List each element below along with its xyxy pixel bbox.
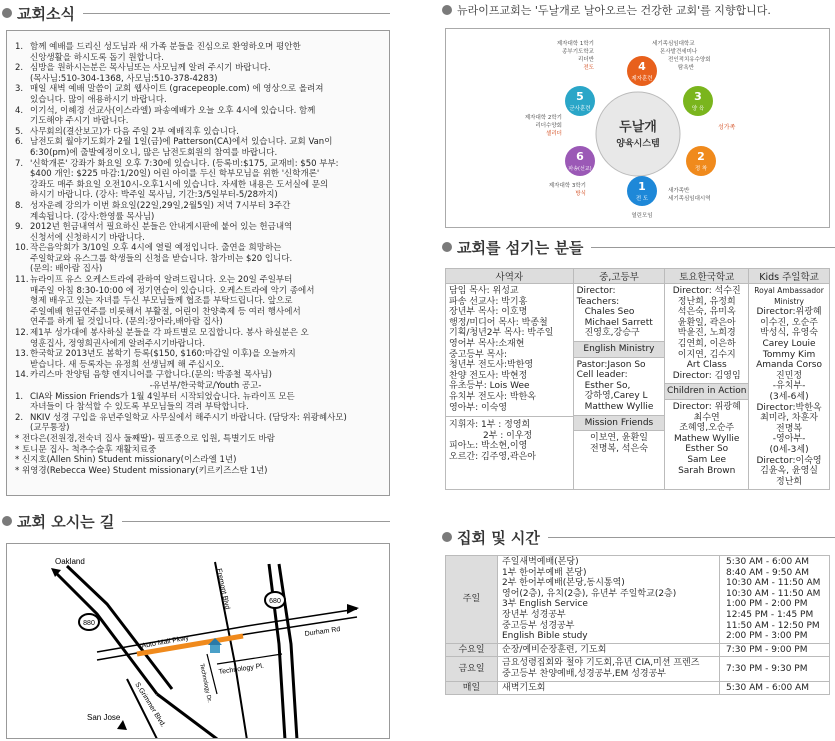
svg-text:제자대학 1학기: 제자대학 1학기 [556,41,594,47]
minister-entry: 장년부 목사: 이호명 [449,307,528,318]
schedule-day: 매일 [446,681,498,695]
schedule-times: 5:30 AM - 6:00 AM [720,681,830,695]
news-item-number: 11. [15,275,29,286]
korean-school-entry: 이지연, 김수지 [677,349,736,360]
children-in-action-entry: Sam Lee [687,454,727,465]
korean-school-entry: Director: 석수진 [672,286,741,296]
kids-entry: Director:박한옥 [756,402,822,413]
staff-header-row [446,269,830,284]
minister-entry: 청년부 전도사:박한영 [449,360,534,371]
bullet-dot-icon [442,242,452,252]
kids-entry: Ministry [774,296,804,306]
arrow-icon [347,604,359,614]
news-item-text: 남전도회 월야기도회가 2월 1일(금)에 Patterson(CA)에서 있습니다. 교회 Van이 6:30(pm)에 출발예정이오니, 많은 남전도회원의 참여를 바랍니다. [30,137,333,158]
children-in-action-entry: 조혜영,오순주 [679,423,735,434]
youth-entry: Director: [576,286,616,296]
kids-entry: Director:이숙영 [756,455,822,466]
prayer-item: * 신지호(Allen Shin) Student missionary(이스라엘 1년) [15,455,237,466]
mission-friends-entry: 전명복, 석은숙 [590,443,648,454]
minister-entry: 유치부 전도사: 박한옥 [449,391,537,402]
news-list [15,42,381,476]
schedule-title: 집회 및 시간 [457,528,540,547]
news-item [15,84,381,105]
kids-entry: Carey Louie [762,338,816,349]
news-item-text: 제1부 성가대에 봉사하실 분들을 각 파트별로 모집합니다. 봉사 하실분은 오 영훈집사, 정영희권사에게 알려주시기바랍니다. [30,328,309,349]
directions-title: 교회 오시는 길 [17,512,115,531]
staff-col-youth [573,284,665,490]
schedule-row [446,643,830,657]
divider [591,247,835,248]
news-item [15,413,381,434]
news-item-number: 1. [15,42,24,52]
news-item [15,201,381,222]
news-item [15,243,381,275]
staff-col-header: 사역자 [446,269,574,284]
news-item-number: 12. [15,328,29,339]
children-in-action-entry: Director: 위광혜 [672,401,741,412]
kids-entry: Amanda Corso [756,360,822,371]
children-in-action-entry: Esther So [685,444,729,455]
step-5-num: 5 [576,90,584,103]
music-entry: 지휘자: 1부 : 정영희 [449,420,531,431]
news-item [15,42,381,63]
road-technology-pl [217,654,282,664]
kids-entry: (0세-3세) [769,444,809,455]
english-ministry-entry: Esther So, [584,380,631,391]
directions-header [2,512,390,530]
news-item [15,159,381,201]
news-item-number: 7. [15,158,24,169]
schedule-times: 7:30 PM - 9:00 PM [720,643,830,657]
kids-entry: (3세-6세) [769,391,809,402]
step-2-label: 정 착 [694,166,708,172]
music-entry: 오르간: 김주영,곽은아 [449,451,537,462]
step-3-num: 3 [694,90,702,103]
news-item [15,328,381,349]
mission-friends-entry: 이보연, 윤환일 [590,433,648,444]
vision-header [442,1,835,19]
svg-text:리더반: 리더반 [578,57,594,63]
korean-school-entry: 석은숙, 유미옥 [677,307,736,318]
kids-entry: Royal Ambassador [754,286,824,295]
step-2-num: 2 [697,150,705,163]
youth-list [577,286,662,339]
minister-entry: 영아부: 이숙영 [449,402,508,413]
kids-entry: 박성식, 유영숙 [760,328,818,339]
minister-entry: 기획/청년2부 목사: 박주일 [449,328,554,339]
svg-text:전도: 전도 [583,65,594,71]
news-title: 교회소식 [17,4,75,23]
schedule-events: 주일새벽예배(본당) 1부 한어부예배 본당) 2부 한어부예배(본당,동시통역) 영어(2층), 유치(2층), 유년부 주일학교(2층) 3부 English Service 장년부 성경공부 중고등부 성경공부 English Bible study [498,556,720,644]
staff-col-ministers [446,284,574,490]
news-item [15,127,381,138]
staff-title: 교회를 섬기는 분들 [457,238,584,257]
prayer-item: * 토니문 집사- 척추수술후 재활치료중 [15,444,157,455]
news-item-number: 13. [15,349,29,360]
minister-entry: 파송 선교사: 박기홍 [449,296,528,307]
schedule-day: 수요일 [446,643,498,657]
step-4-num: 4 [638,60,646,73]
note-2 [668,186,711,202]
youth-entry: Michael Sarrett [584,317,653,328]
svg-text:제자대학 3학기: 제자대학 3학기 [548,183,586,189]
english-ministry-entry: Cell leader: [576,370,628,381]
schedule-events: 금요성령집회와 철야 기도회,유년 CIA,미션 프렌즈 중고등부 찬양예배,성경공부,EM 성경공부 [498,657,720,681]
schedule-times: 7:30 PM - 9:30 PM [720,657,830,681]
news-item [15,275,381,328]
news-box [6,30,390,496]
children-in-action-list [668,402,745,476]
minister-entry: 찬양 전도사: 박현정 [449,370,528,381]
news-item-number: 9. [15,222,24,233]
bullet-dot-icon [442,532,452,542]
schedule-events: 새벽기도회 [498,681,720,695]
bullet-dot-icon [442,5,452,15]
kids-entry: Director:위광혜 [756,307,822,318]
news-item [15,106,381,127]
schedule-day: 금요일 [446,657,498,681]
hw1-label: 880 [83,620,95,627]
staff-body-row [446,284,830,490]
news-item-number: 4. [15,105,24,116]
youth-entry: Teachers: [576,296,620,307]
svg-text:세기족심임대시역: 세기족심임대시역 [668,196,711,202]
news-item [15,222,381,243]
schedule-events: 순장/예비순장훈련, 기도회 [498,643,720,657]
korean-school-entry: 윤환일, 곽은아 [677,317,736,328]
news-item-text: 2012년 헌금내역서 필요하신 분들은 안내게시판에 붙어 있는 헌금내역 신청서에 신청하시기 바랍니다. [30,222,293,243]
note-3a [652,39,711,71]
center-line1: 두날개 [619,120,657,135]
english-ministry-head: English Ministry [574,341,665,358]
note-3b: 성가족 [718,124,736,131]
korean-school-entry: Director: 김영임 [672,370,741,381]
staff-table [445,268,830,490]
note-6 [549,181,586,197]
schedule-row [446,681,830,695]
news-item-number: 2. [15,412,24,423]
children-in-action-entry: Mathew Wyllie [674,433,740,444]
kids-list [752,286,826,487]
svg-text:종부기도학교: 종부기도학교 [562,49,594,55]
news-item-text: 사무회의(결산보고)가 다음 주일 2부 예배직후 있습니다. [30,126,239,137]
step-6-label: 파송(선교) [568,166,592,172]
minister-entry: 영어부 목사:소재현 [449,338,525,349]
staff-col-kids [749,284,830,490]
minister-entry: 유초등부: Lois Wee [449,381,530,392]
news-item [15,392,381,413]
svg-text:방식: 방식 [575,191,586,197]
kids-entry: 전명복 [776,423,803,434]
svg-text:전인적치유수양회: 전인적치유수양회 [668,57,711,63]
news-item-text: 이기석, 이혜경 선교사(이스라엘) 파송예배가 오늘 오후 4시에 있습니다. 함께 기도해야 주시기 바랍니다. [30,105,316,127]
news-item-text: 한국학교 2013년도 봄학기 등록($150, $160:마감일 이후)을 오늘까지 받습니다. 새 등록자는 유정희 선생님께 해 주십시오. [30,349,296,370]
svg-text:리더수양회: 리더수양회 [535,123,562,129]
kids-entry: 정난희 [776,476,803,487]
music-entry: 2부 : 이우정 [483,430,533,441]
news-item-number: 5. [15,126,24,137]
bullet-dot-icon [2,8,12,18]
prayer-item: * 위영경(Rebecca Wee) Student missionary(키르키즈스탄 1년) [15,465,268,476]
label-oakland: Oakland [55,557,85,566]
news-item-number: 1. [15,391,24,402]
schedule-day: 주일 [446,556,498,644]
music-list [446,416,573,462]
english-ministry-entry: Matthew Wyllie [584,401,654,412]
label-durham: Durham Rd [304,626,341,638]
english-ministry-list [577,360,662,413]
news-item [15,349,381,370]
english-ministry-entry: Pastor:Jason So [576,359,646,370]
note-5 [525,113,562,137]
news-item-text: 심방을 원하시는분은 목사님또는 사모님께 알려 주시기 바랍니다. (목사님:510-304-1368, 사모님:510-378-4283) [30,63,271,84]
news-item-number: 10. [15,243,29,254]
news-item-number: 2. [15,63,24,74]
news-item-text: 작은음악회가 3/10일 오후 4시에 열릴 예정입니다. 출연을 희망하는 주일학교와 유스그룹 학생들의 신청을 받습니다. 참가비는 $20 입니다. (문의: 배아람 집사) [30,243,293,275]
divider [83,13,390,14]
schedule-row [446,556,830,644]
kids-entry: 김윤옥, 윤영실 [760,466,818,477]
youth-entry: Chales Seo [584,307,635,318]
svg-text:몬사발견세미나: 몬사발견세미나 [660,49,698,55]
news-item-number: 3. [15,84,24,95]
label-sanjose: San Jose [87,713,121,722]
schedule-header [442,528,835,546]
schedule-table [445,555,830,695]
schedule-row [446,657,830,681]
vision-diagram [445,28,830,228]
step-4-label: 제자훈련 [631,76,653,82]
map-svg [7,544,390,739]
children-in-action-head: Children in Action [665,383,748,400]
kids-entry: Tommy Kim [762,349,816,360]
children-in-action-entry: 최수연 [693,412,720,423]
step-1-num: 1 [638,180,646,193]
svg-text:셀리더: 셀리더 [546,131,562,137]
staff-header [442,238,835,256]
korean-school-list [668,286,745,381]
divider [548,537,835,538]
korean-school-entry: 박윤진, 노희경 [677,328,736,339]
news-item [15,370,381,391]
staff-col-header: Kids 주일학교 [749,269,830,284]
vision-header-text: 뉴라이프교회는 '두날개로 날아오르는 건강한 교회'를 지향합니다. [457,4,771,17]
step-1-label: 전 도 [635,196,649,202]
minister-list [449,286,570,413]
korean-school-entry: 김연희, 이은하 [677,338,736,349]
svg-text:탐욕반: 탐욕반 [678,65,694,71]
bullet-dot-icon [2,516,12,526]
kids-entry: 최미라, 차훈자 [760,413,818,424]
svg-text:세기족심임대학교: 세기족심임대학교 [652,41,695,47]
youth-entry: 진영호,강승구 [584,328,640,339]
label-fremont: Fremont Blvd [215,567,231,611]
korean-school-entry: Art Class [686,360,727,371]
minister-entry: 행정/미디어 목사: 박종철 [449,317,548,328]
news-item-text: 매일 새벽 예배 말씀이 교회 웹사이트 (gracepeople.com) 에 영상으로 올려져 있습니다. 많이 애용하시기 바랍니다. [30,84,324,105]
news-item-number: 6. [15,137,24,148]
news-item-text: 함께 예배를 드리신 성도님과 새 가족 분들을 진심으로 환영하오며 평안한 신앙생활을 하시도록 돕기 원합니다. [30,42,301,63]
svg-text:새가족반: 새가족반 [668,188,690,194]
news-item [15,63,381,84]
prayer-item: * 전다은(전원경,전숙녀 집사 둘째딸)- 필프중으로 입원, 특별기도 바람 [15,433,275,444]
mission-friends-head: Mission Friends [574,415,665,432]
center-line2: 양육시스템 [616,139,660,149]
step-5-label: 군사훈련 [569,106,591,112]
news-header [2,4,390,22]
kids-entry: 진민정 [776,370,803,381]
kids-entry: -영아부- [772,434,806,445]
english-ministry-entry: 강하영,Carey L [584,391,648,402]
schedule-times: 5:30 AM - 6:00 AM 8:40 AM - 9:50 AM 10:30 AM - 11:50 AM 10:30 AM - 11:50 AM 1:00 PM - 2:00 PM 12:45 PM - 1:45 PM 11:50 AM - 12:50 PM 2:00 PM - 3:00 PM [720,556,830,644]
road-680-b [279,564,297,739]
vision-svg [446,29,831,229]
staff-col-korean-school [665,284,749,490]
divider [122,521,390,522]
korean-school-entry: 정난희, 유정희 [677,296,736,307]
hw2-label: 680 [269,598,281,605]
kids-entry: 이수진, 오순주 [760,317,818,328]
note-1: 열린모임 [631,213,653,219]
church-marker-icon [210,644,220,653]
label-technology-dr: Technology Dr. [198,663,213,704]
news-item-text: NKIV 성경 구입을 유년주일학교 사무실에서 해주시기 바랍니다. (담당자: 위광혜사모) (교무통장) [30,412,347,434]
minister-entry: 담임 목사: 위성교 [449,286,519,296]
label-technology-pl: Technology Pl. [218,662,265,676]
label-grimmer: S.Grimmer Blvd. [133,681,167,729]
label-automall: Auto Mall Pkwy [141,634,190,650]
news-item-text: 뉴라이프 유스 오케스트라에 관하여 알려드립니다. 오는 20일 주일부터 매주일 아침 8:30-10:00 에 정기연습이 있습니다. 오케스트라에 악기 종에서 형제 배우고 있는 자녀를 두신 부모님들께 협조를 부탁드립니다. 앞으로 주일예배 헌금연주를 비롯해서 부활절, 어린이 찬양축제 등 여러 행사에서 연주를 하게 될 것입니다. (문의:장아라,배아람 집사) [30,275,315,328]
map [6,543,390,739]
children-in-action-entry: Sarah Brown [678,465,736,476]
music-entry: 피아노: 박소현,이영 [449,441,528,452]
svg-text:제자대학 2학기: 제자대학 2학기 [524,115,562,121]
news-item-text: 카리스마 찬양팀 음향 엔지니어를 구합니다.(문의: 박종철 목사님) -유년부/한국학교/Youth 공고- [30,370,272,391]
road-880 [57,574,157,694]
news-item-number: 8. [15,200,24,211]
kids-entry: -유치부- [772,381,806,392]
staff-col-header: 중,고등부 [573,269,665,284]
step-6-num: 6 [576,150,584,163]
minister-entry: 중고등부 목사: [449,349,508,360]
news-item-text: '신학개론' 강좌가 화요일 오후 7:30에 있습니다. (등록비:$175, 교재비: $50 부부: $400 개인: $225 마감:1/20일) 어린 아이를 두신 학부모님을 위한 '신학개론' 강좌도 매주 화요일 오전10시-오후1시에 있습니다. 자세한 내용은 도서실에 문의 하시기 바랍니다. (강사: 박주일 목사님, 기간:3/5일부터-5/28까지) [30,158,339,201]
news-item-number: 14. [15,370,29,381]
news-item-text: 성자운례 강의가 이번 화요일(22일,29일,2월5일) 저녁 7시부터 3주간 계속됩니다. (강사:한영률 목사님) [30,200,291,222]
staff-col-header: 토요한국학교 [665,269,749,284]
news-item [15,137,381,158]
step-3-label: 양 육 [691,106,705,112]
note-4 [557,39,595,71]
mission-friends-list [577,433,662,454]
news-item-text: CIA와 Mission Friends가 1월 4일부터 시작되었습니다. 뉴라이프 모든 자녀들이 다 참석할 수 있도록 부모님들의 격려 부탁합니다. [30,391,295,413]
